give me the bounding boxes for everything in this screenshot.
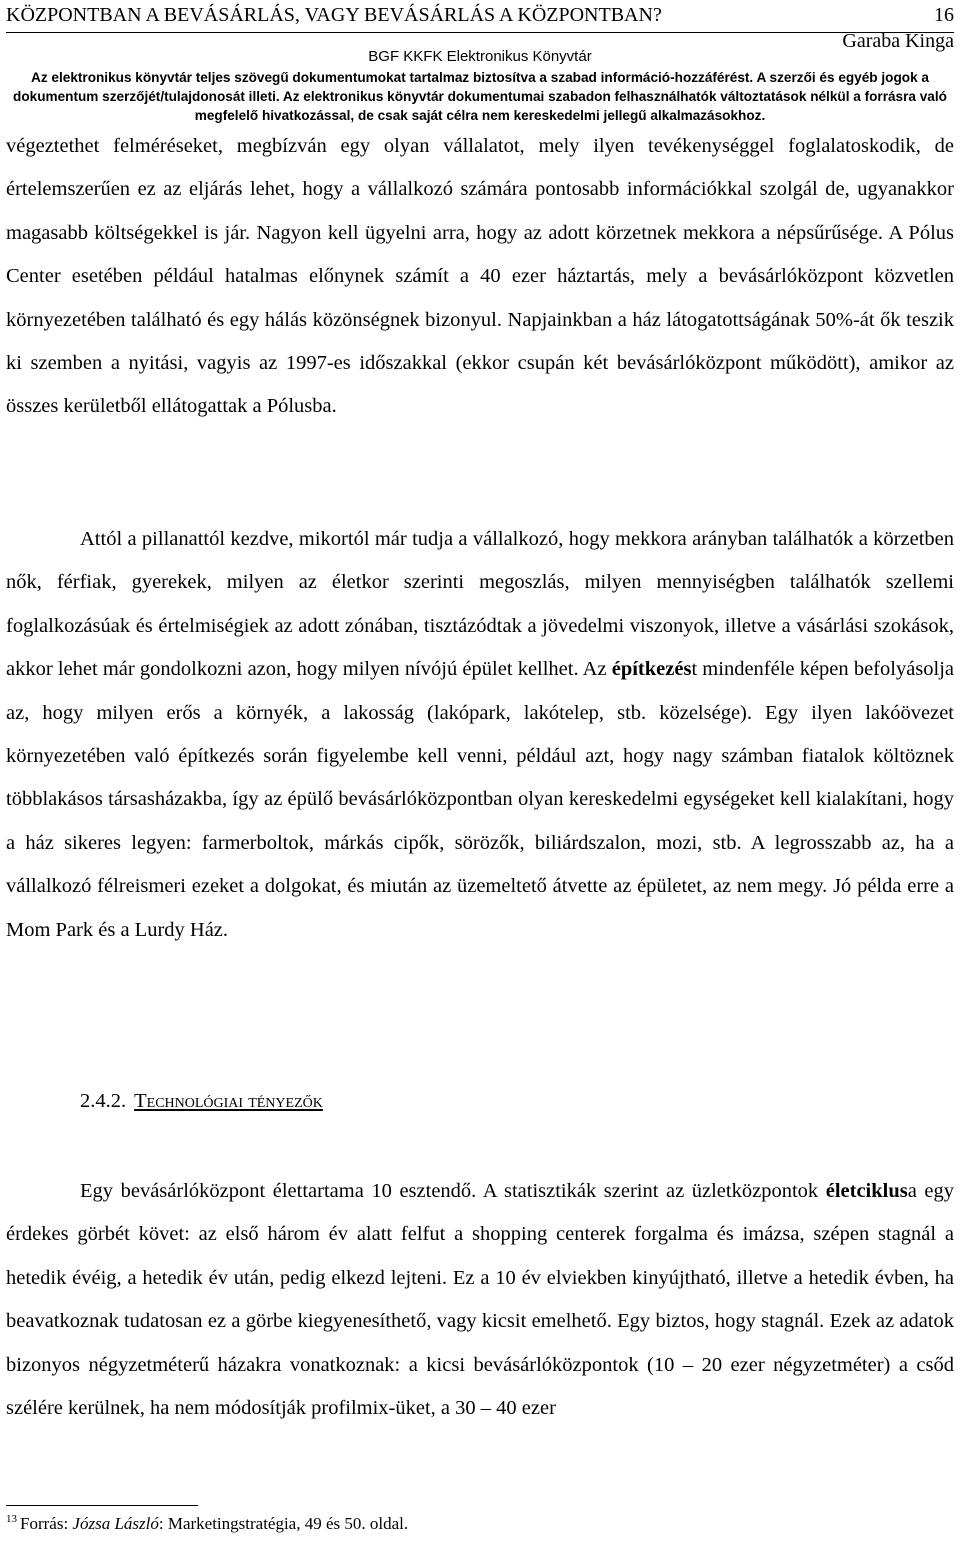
paragraph-1-text: végeztethet felméréseket, megbízván egy olyan vállalatot, mely ilyen tevékenységgel foglalatoskodik, de értelemszerűen ez az eljárás lehet, hogy a vállalkozó számára pontosabb információkkal szolgál de, ugyanakkor magasabb költségekkel is jár. Nagyon kell ügyelni arra, hogy az adott körzetnek mekkora a népsűrűsége. A Pólus Center esetében például hatalmas előnynek számít a 40 ezer háztartás, mely a bevásárlóközpont közvetlen környezetében található és egy hálás közönségnek bizonyul. Napjainkban a ház látogatottságának 50%-át ők teszik ki szemben a nyitási, vagyis az 1997-es időszakkal (ekkor csupán két bevásárlóközpont működött), amikor az összes kerületből ellátogattak a Pólusba. [6, 135, 954, 418]
section-title: Technológiai tényezők [134, 1090, 323, 1112]
footnote-prefix: Forrás: [20, 1514, 73, 1533]
running-title: KÖZPONTBAN A BEVÁSÁRLÁS, VAGY BEVÁSÁRLÁS A KÖZPONTBAN? [6, 4, 662, 26]
paragraph-3 [6, 1170, 954, 1430]
paragraph-2-text-a: Attól a pillanattól kezdve, mikortól már tudja a vállalkozó, hogy mekkora arányban találhatók a körzetben nők, férfiak, gyerekek, milyen az életkor szerinti megoszlás, milyen mennyiségben találhatók szellemi foglalkozásúak és értelmiségiek az adott zónában, tisztázódtak a jövedelmi viszonyok, illetve a vásárlási szokások, akkor lehet már gondolkozni azon, hogy milyen nívójú épület kellhet. Az [6, 528, 954, 681]
page-number: 16 [934, 4, 954, 26]
running-header [6, 4, 954, 27]
library-name: BGF KKFK Elektronikus Könyvtár [368, 48, 592, 65]
section-number: 2.4.2. [80, 1090, 127, 1112]
footnote-rest: : Marketingstratégia, 49 és 50. oldal. [158, 1514, 409, 1533]
paragraph-3-bold: életciklus [825, 1180, 908, 1202]
paragraph-3-text-a: Egy bevásárlóközpont élettartama 10 esztendő. A statisztikák szerint az üzletközpontok [80, 1180, 826, 1202]
section-heading [80, 1090, 323, 1113]
paragraph-3-text-b: a egy érdekes görbét követ: az első három év alatt felfut a shopping centerek forgalma és imázsa, szépen stagnál a hetedik évéig, a hetedik év után, pedig elkezd lejteni. Ez a 10 év elviekben kinyújtható, illetve a hetedik évben, ha beavatkoznak tudatosan ez a görbe kiegyenesíthető, vagy kicsit emelhető. Egy biztos, hogy stagnál. Ezek az adatok bizonyos négyzetméterű házakra vonatkoznak: a kicsi bevásárlóközpontok (10 – 20 ezer négyzetméter) a csőd szélére kerülnek, ha nem módosítják profilmix-üket, a 30 – 40 ezer [6, 1180, 954, 1420]
header-rule [6, 32, 954, 33]
footnote-author: Józsa László [72, 1514, 159, 1533]
paragraph-2-text-b: t mindenféle képen befolyásolja az, hogy milyen erős a környék, a lakosság (lakópark, lakótelep, stb. közelsége). Egy ilyen lakóövezet környezetében való építkezés során figyelembe kell venni, például azt, hogy nagy számban fiatalok költöznek többlakásos társasházakba, így az épülő bevásárlóközpontban olyan kereskedelmi egységeket kell kialakítani, hogy a ház sikeres legyen: farmerboltok, márkás cipők, sörözők, biliárdszalon, mozi, stb. A legrosszabb az, ha a vállalkozó félreismeri ezeket a dolgokat, és miután az üzemeltető átvette az épületet, az nem megy. Jó példa erre a Mom Park és a Lurdy Ház. [6, 658, 955, 941]
footnote-number: 13 [6, 1513, 17, 1525]
footnote [6, 1513, 408, 1534]
copyright-notice: Az elektronikus könyvtár teljes szövegű dokumentumokat tartalmaz biztosítva a szabad információ-hozzáférést. A szerzői és egyéb jogok a dokumentum szerzőjét/tulajdonosát illeti. Az elektronikus könyvtár dokumentumai szabadon felhasználhatók változtatások nélkül a forrásra való megfelelő hivatkozással, de csak saját célra nem kereskedelmi jellegű alkalmazásokhoz. [13, 70, 947, 123]
paragraph-2-bold: építkezés [611, 658, 692, 681]
author-name: Garaba Kinga [842, 30, 954, 52]
paragraph-2 [6, 518, 954, 952]
paragraph-1 [6, 125, 954, 429]
footnote-rule [6, 1505, 198, 1506]
